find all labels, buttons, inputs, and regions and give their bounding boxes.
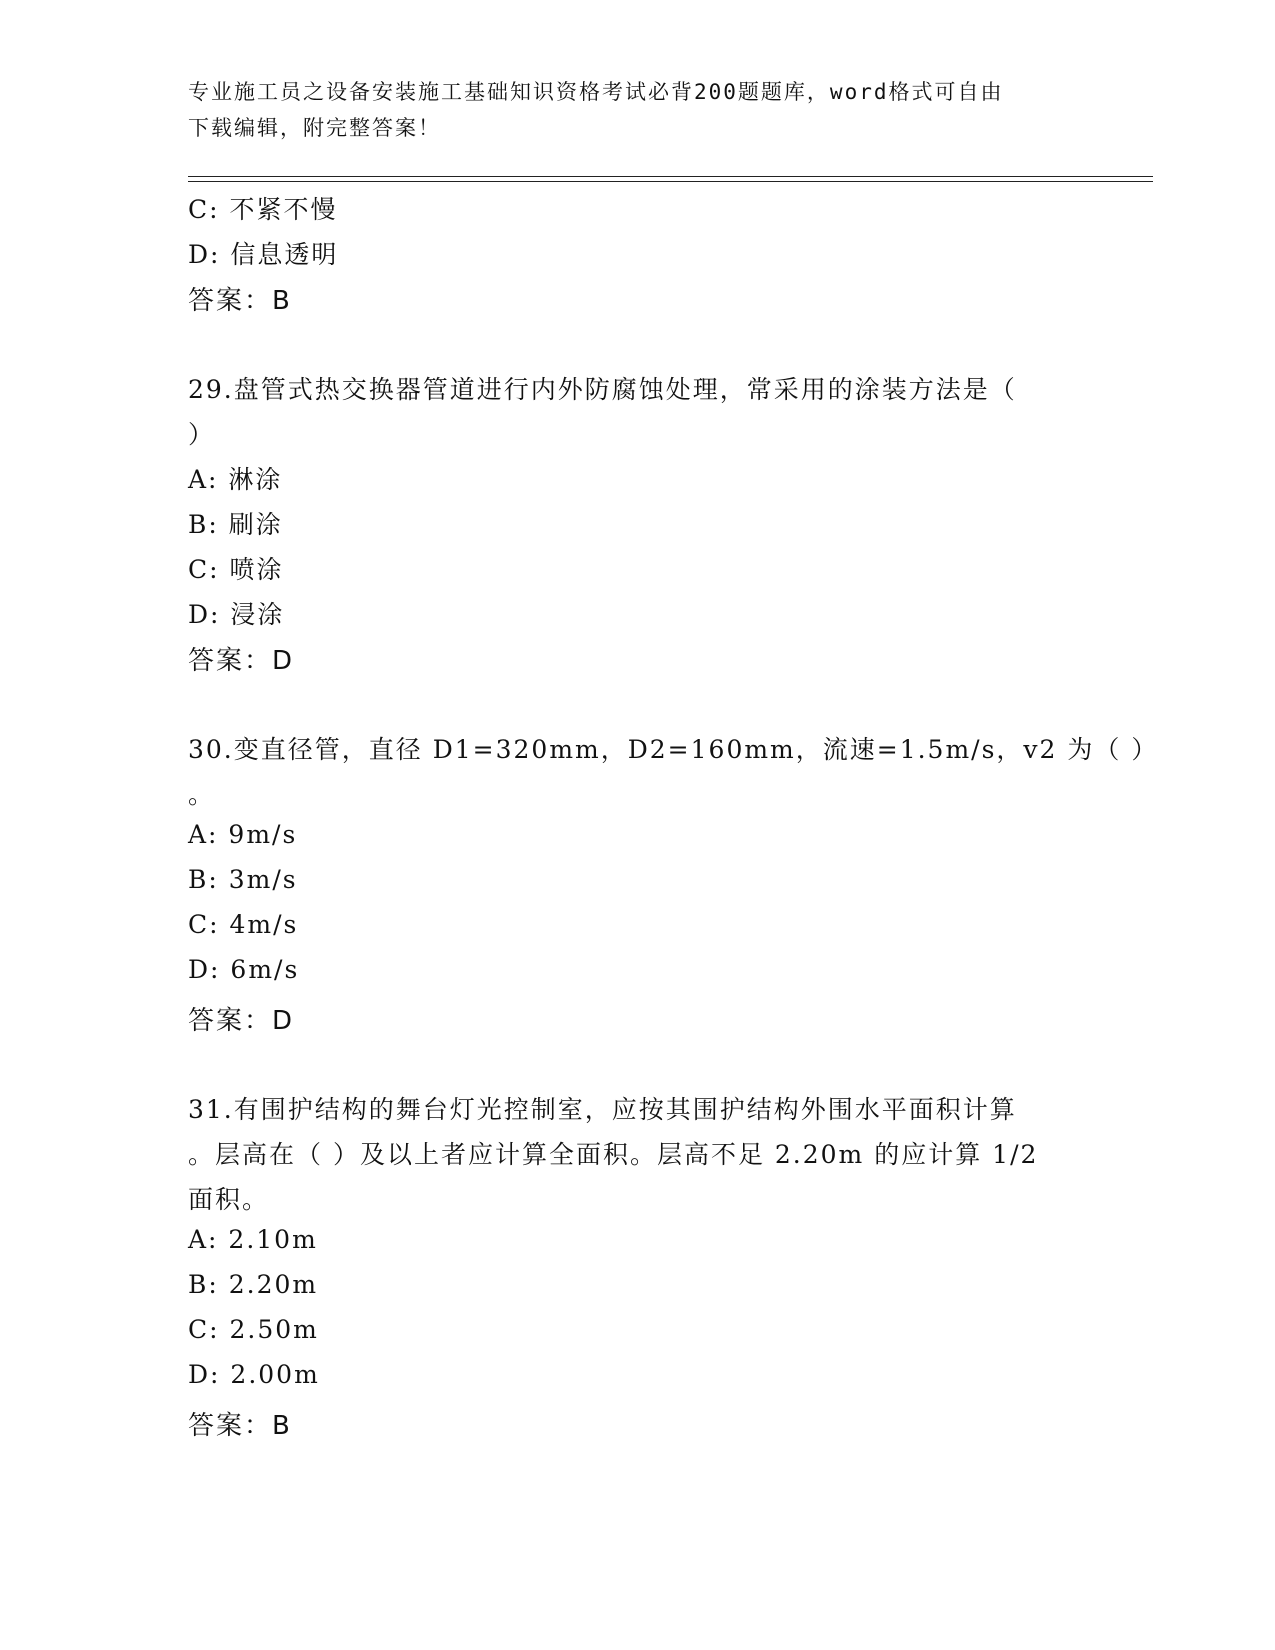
q30-option-b: B: 3m/s <box>188 865 298 894</box>
q31-question-line-3: 面积。 <box>188 1185 270 1214</box>
q28-option-c: C: 不紧不慢 <box>188 195 338 224</box>
q28-option-d: D: 信息透明 <box>188 240 339 269</box>
header-divider-bottom <box>188 181 1153 182</box>
q29-question-line-2: ） <box>188 420 216 449</box>
q29-option-d: D: 浸涂 <box>188 600 285 629</box>
document-header <box>188 74 1088 146</box>
q30-option-c: C: 4m/s <box>188 910 299 939</box>
q29-question-line-1: 29.盘管式热交换器管道进行内外防腐蚀处理，常采用的涂装方法是（ <box>188 375 1017 404</box>
q31-option-a: A: 2.10m <box>188 1225 318 1254</box>
q31-question-line-2: 。层高在（ ）及以上者应计算全面积。层高不足 2.20m 的应计算 1/2 <box>188 1140 1039 1169</box>
header-divider-top <box>188 176 1153 177</box>
header-line-1: 专业施工员之设备安装施工基础知识资格考试必背200题题库，word格式可自由 <box>188 80 1004 104</box>
q29-option-b: B: 刷涂 <box>188 510 283 539</box>
q29-option-c: C: 喷涂 <box>188 555 284 584</box>
q29-option-a: A: 淋涂 <box>188 465 283 494</box>
q30-question-line-2: 。 <box>188 780 216 809</box>
q30-option-a: A: 9m/s <box>188 820 298 849</box>
q29-answer: 答案：D <box>188 646 295 676</box>
q30-answer: 答案：D <box>188 1006 295 1036</box>
q31-question-line-1: 31.有围护结构的舞台灯光控制室，应按其围护结构外围水平面积计算 <box>188 1095 1017 1124</box>
q30-question-line-1: 30.变直径管，直径 D1=320mm，D2=160mm，流速=1.5m/s，v2 为（ ） <box>188 735 1159 764</box>
header-line-2: 下载编辑，附完整答案！ <box>188 116 441 140</box>
q31-answer: 答案：B <box>188 1411 292 1441</box>
q30-option-d: D: 6m/s <box>188 955 300 984</box>
q28-answer: 答案：B <box>188 286 292 316</box>
q31-option-c: C: 2.50m <box>188 1315 319 1344</box>
q31-option-b: B: 2.20m <box>188 1270 319 1299</box>
q31-option-d: D: 2.00m <box>188 1360 320 1389</box>
